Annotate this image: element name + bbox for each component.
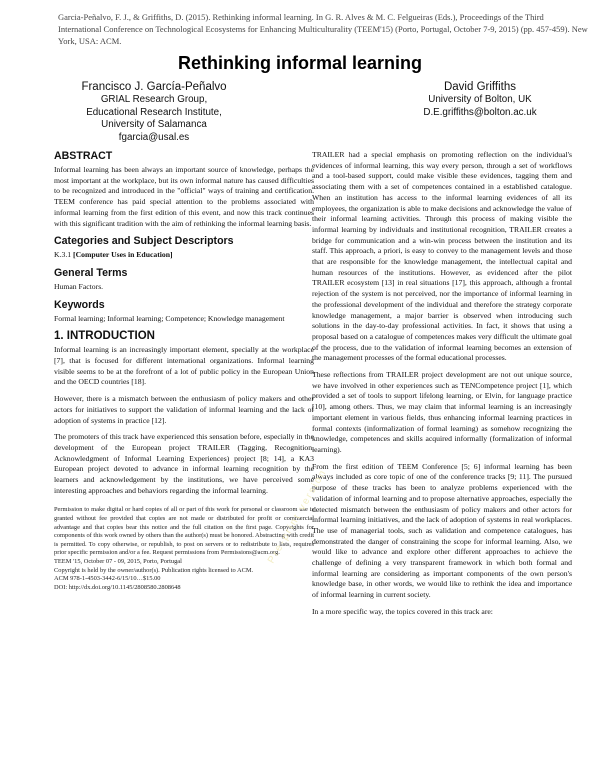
author-email[interactable]: D.E.griffiths@bolton.ac.uk	[423, 106, 537, 118]
author-block-2	[380, 80, 580, 119]
body-paragraph: From the first edition of TEEM Conference [5; 6] informal learning has been always included as core topic of one of the conference tracks [9; 11]. The pursued purpose of these tracks has been to analyze problems experienced with the validation of informal learning and to propose alternative approaches, especially the detected mismatch between the enthusiasm of policy makers and other actors for informal learning initiatives, and the lack of adoption of systems in real workplaces. The use of managerial tools, such as validation and competence catalogues, has demonstrated the danger of constraining the scope for informal learning. Also, we would like to advance and explore other different approaches to achieve the challenge of defining a very transparent framework in which both formal and informal learning are considering as important components of the own person's knowledge base, in other words, we would like to rethink the idea and importance of informal learning in current society.	[312, 461, 572, 600]
author-affiliation: University of Bolton, UK	[428, 94, 532, 105]
body-paragraph: These reflections from TRAILER project development are not out unique source, we have involved in other experiences such as TENCompetence project [1], which provided a set of tools to support lifelong learning, or Elvin, for language practice [10], among others. Thus, we may claim that informal learning is an increasingly important element in various fields, thus enhancing informal learning practices in formal contexts (informalization of formal learning) as somehow recognizing the knowledge, competences and skills acquired informally (formalization of informal learning).	[312, 370, 572, 454]
intro-paragraph: However, there is a mismatch between the enthusiasm of policy makers and other actors for initiatives to support the validation of informal learning and the lack of adoption of systems in practice [12].	[54, 394, 314, 425]
paper-title: Rethinking informal learning	[177, 53, 423, 73]
abstract-heading: ABSTRACT	[54, 150, 113, 162]
categories-text	[54, 250, 314, 261]
author-name: David Griffiths	[443, 81, 516, 93]
abstract-text: Informal learning has been always an important source of knowledge, perhaps the most important at the workplace, but its own informal nature has caused difficulties to be recognized and introduced in the "official" ways of training and certification. TEEM conference has paid special attention to the problems associated with informal learning from the first edition of this event, and now this track continues with this significant tradition with the aim of rethinking the informal learning basis.	[54, 165, 314, 228]
categories-label: [Computer Uses in Education]	[73, 250, 173, 260]
body-paragraph: TRAILER had a special emphasis on promoting reflection on the individual's evidences of informal learning, this way every person, through a set of workflows and a tool-based support, could make visible these evidences, tagging them and associating them with a set of competences contained in a established catalogue. When an institution has access to the informal learning evidences of all its employees, the organization is able to make decisions and acknowledge the value of their informal learning activities. Through this process of making visible the informal learning by individuals and institutional recognition, TRAILER creates a bridge for communication and a win-win process between the institution and its staff. This approach, a priori, is easy to convey to the management levels and those that are responsible for the knowledge management, the intellectual capital and human resources of the institutions. However, as evidenced after the pilot TRAILER ecosystem [13] in real situations [17], this approach, although a frontal rejection of the system is not perceived, nor the importance of informal learning in the professional development of the individual and therefore the strategy corporate knowledge management, a major barrier is observed when introducing such solutions in the day-to-day professional activities. In fact, it shows that using a proposal based on a catalogue of competences makes very difficult the ultimate goal of the process, due to the validation of informal learning becomes an extension of the management processes of the formal educational processes.	[312, 150, 572, 363]
doi-link[interactable]: DOI: http://dx.doi.org/10.1145/2808580.2808648	[54, 583, 181, 591]
keywords-text: Formal learning; Informal learning; Competence; Knowledge management	[54, 313, 285, 323]
categories-heading: Categories and Subject Descriptors	[54, 235, 234, 248]
author-block-1	[54, 80, 254, 144]
author-affiliation: Educational Research Institute,	[86, 106, 222, 118]
body-paragraph: In a more specific way, the topics covered in this track are:	[312, 606, 493, 616]
general-terms-heading: General Terms	[54, 266, 128, 279]
author-affiliation: University of Salamanca	[101, 119, 207, 130]
permission-text: Permission to make digital or hard copies of all or part of this work for personal or classroom use is granted without fee provided that copies are not made or distributed for profit or commercial advantage and that copies bear this notice and the full citation on the first page. Copyrights for components of this work owned by others than the author(s) must be honored. Abstracting with credit is permitted. To copy otherwise, or republish, to post on servers or to redistribute to lists, requires prior specific permission and/or a fee. Request permissions from Permissions@acm.org.	[54, 506, 314, 557]
copyright-info: Copyright is held by the owner/author(s). Publication rights licensed to ACM.	[54, 566, 254, 574]
left-column	[54, 150, 314, 592]
categories-code: K.3.1	[54, 250, 72, 260]
intro-paragraph: The promoters of this track have experienced this sensation before, especially in the development of the European project TRAILER (Tagging, Recognition, Acknowledgment of Informal Learning Experiences) project [8; 14], a KA3 European project devoted to advance in informal learning recognition by the learners and acknowledgement by the institutions, we have perceived some interesting approaches and behaviors regarding the informal learning.	[54, 432, 314, 495]
isbn-info: ACM 978-1-4503-3442-6/15/10…$15.00	[54, 575, 161, 583]
intro-paragraph: Informal learning is an increasingly important element, specially at the workplace [7], that is focused for different international organizations. Informal learning visible seems to be at the forefront of a lot of public policy in the European Union and the OECD countries [18].	[54, 345, 314, 387]
preprint-watermark: Pre-print version	[266, 467, 330, 566]
author-affiliation: GRIAL Research Group,	[100, 94, 208, 105]
author-email[interactable]: fgarcia@usal.es	[118, 131, 190, 143]
general-terms-text: Human Factors.	[54, 281, 104, 291]
conference-info: TEEM '15, October 07 - 09, 2015, Porto, Portugal	[54, 558, 182, 566]
author-name: Francisco J. García-Peñalvo	[81, 81, 227, 93]
citation-header: Garcia-Peñalvo, F. J., & Griffiths, D. (2015). Rethinking informal learning. In G. R. Alves & M. C. Felgueiras (Eds.), Proceedings of the Third International Conference on Technological Ecosystems for Enhancing Multiculturality (TEEM'15) (Porto, Portugal, October 7-9, 2015) (pp. 457-459). New York, USA: ACM.	[58, 12, 588, 46]
introduction-heading: 1. INTRODUCTION	[54, 330, 155, 343]
right-column	[312, 150, 572, 624]
keywords-heading: Keywords	[54, 298, 105, 311]
